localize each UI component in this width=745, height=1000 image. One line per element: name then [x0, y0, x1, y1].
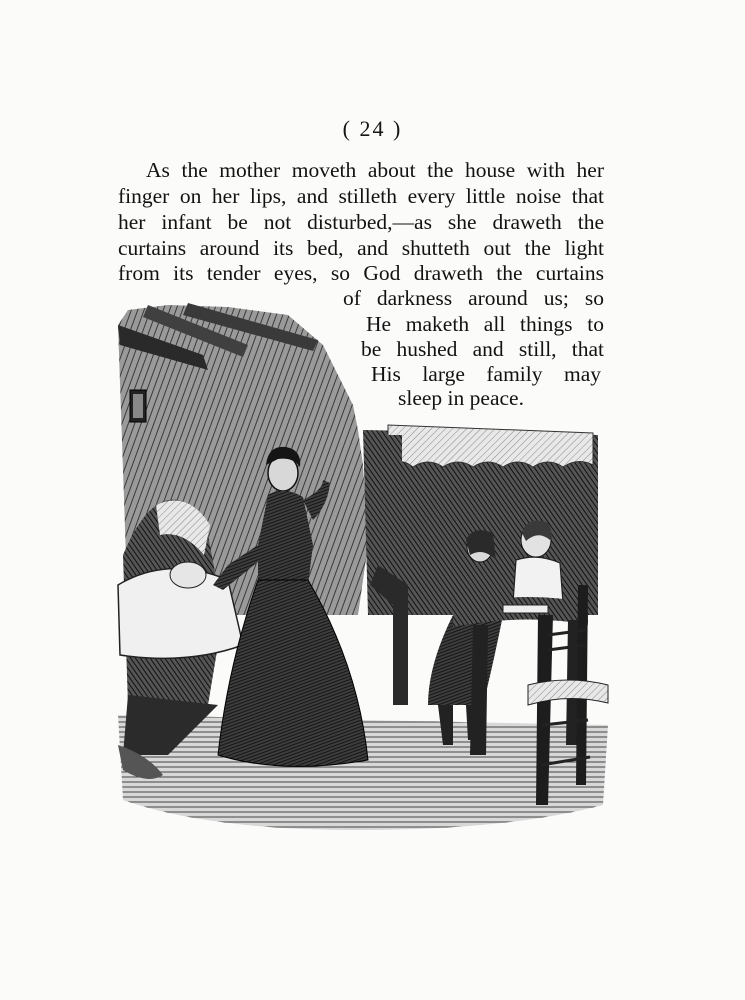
infant-head	[170, 562, 206, 588]
boy-shirt	[513, 557, 563, 603]
text-line-1: As the mother moveth about the house with her	[146, 158, 604, 182]
girl-skirt	[428, 615, 503, 705]
text-line-3: her infant be not disturbed,—as she draweth the	[118, 210, 604, 234]
text-line-7: He maketh all things to	[366, 312, 604, 336]
text-line-8: be hushed and still, that	[361, 337, 604, 361]
curtain-valance	[388, 425, 593, 467]
table-leg	[470, 625, 488, 755]
wall-picture-inner	[133, 394, 143, 418]
engraving-illustration	[108, 285, 618, 845]
engraving-svg	[108, 285, 618, 845]
book	[503, 605, 548, 613]
text-line-5: from its tender eyes, so God draweth the curtains	[118, 261, 604, 285]
text-line-2: finger on her lips, and stilleth every little noise that	[118, 184, 604, 208]
text-line-10: sleep in peace.	[398, 386, 524, 410]
text-line-6: of darkness around us; so	[343, 286, 604, 310]
side-chair	[370, 565, 408, 705]
text-line-9: His large family may	[371, 362, 601, 386]
text-line-4: curtains around its bed, and shutteth out the light	[118, 236, 604, 260]
page-number: ( 24 )	[342, 116, 403, 141]
